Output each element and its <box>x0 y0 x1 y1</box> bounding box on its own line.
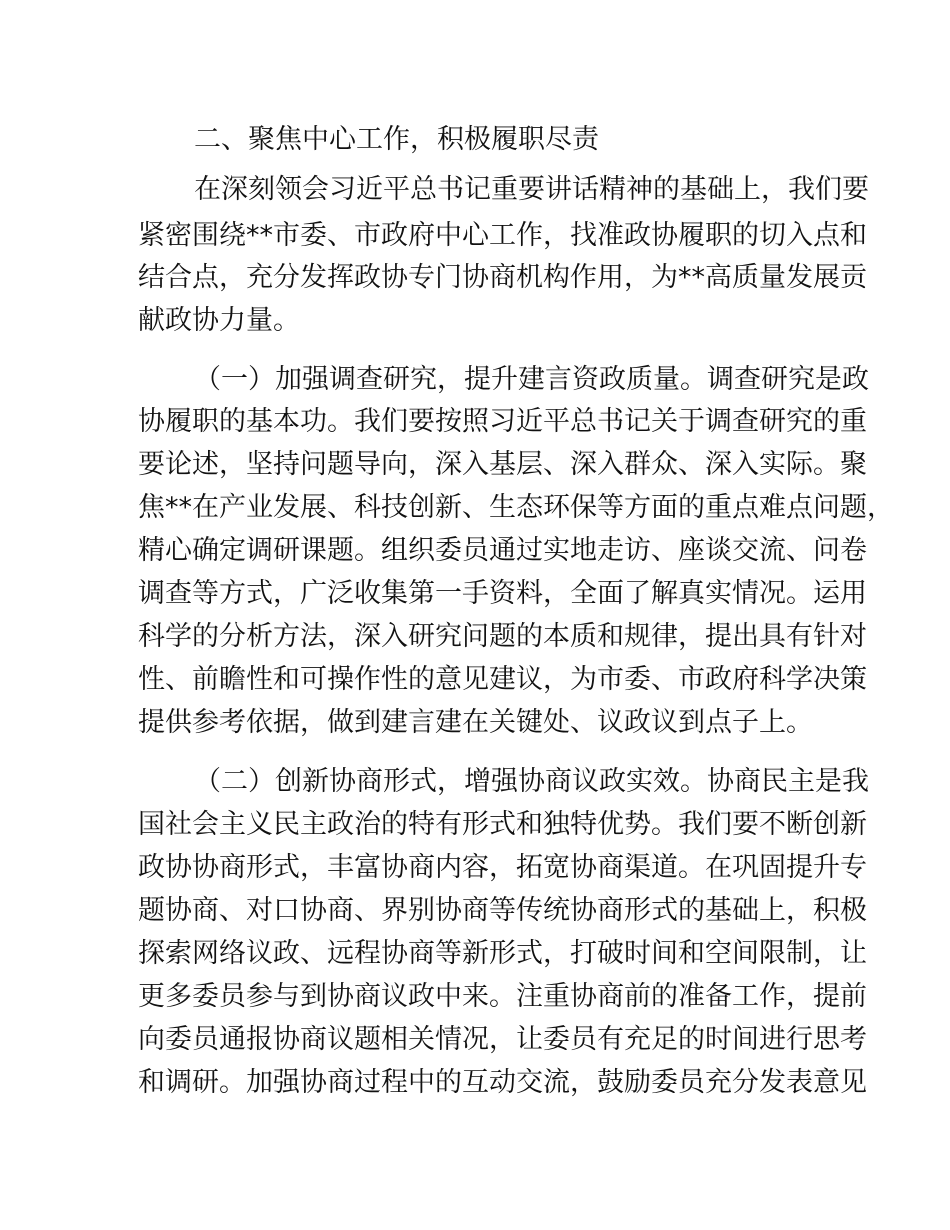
text-line: 献政协力量。 <box>138 305 300 336</box>
text-line: 结合点，充分发挥政协专门协商机构作用，为**高质量发展贡 <box>138 262 867 293</box>
text-line: 更多委员参与到协商议政中来。注重协商前的准备工作，提前 <box>138 981 867 1012</box>
text-line: 探索网络议政、远程协商等新形式，打破时间和空间限制，让 <box>138 938 867 969</box>
text-line: 和调研。加强协商过程中的互动交流，鼓励委员充分发表意见 <box>138 1067 867 1098</box>
text-line: 精心确定调研课题。组织委员通过实地走访、座谈交流、问卷 <box>138 535 867 566</box>
text-line: 提供参考依据，做到建言建在关键处、议政议到点子上。 <box>138 707 813 738</box>
text-line: 紧密围绕**市委、市政府中心工作，找准政协履职的切入点和 <box>138 220 867 251</box>
text-line: （二）创新协商形式，增强协商议政实效。协商民主是我 <box>194 766 869 797</box>
text-line: （一）加强调查研究，提升建言资政质量。调查研究是政 <box>194 364 869 395</box>
text-line: 调查等方式，广泛收集第一手资料，全面了解真实情况。运用 <box>138 578 867 609</box>
text-line: 要论述，坚持问题导向，深入基层、深入群众、深入实际。聚 <box>138 449 867 480</box>
text-line: 焦**在产业发展、科技创新、生态环保等方面的重点难点问题， <box>138 492 894 523</box>
text-line: 协履职的基本功。我们要按照习近平总书记关于调查研究的重 <box>138 406 867 437</box>
text-line: 题协商、对口协商、界别协商等传统协商形式的基础上，积极 <box>138 895 867 926</box>
text-line: 在深刻领会习近平总书记重要讲话精神的基础上，我们要 <box>194 174 869 205</box>
text-line: 国社会主义民主政治的特有形式和独特优势。我们要不断创新 <box>138 809 867 840</box>
text-line: 科学的分析方法，深入研究问题的本质和规律，提出具有针对 <box>138 621 867 652</box>
section-heading: 二、聚焦中心工作，积极履职尽责 <box>194 124 599 155</box>
text-line: 向委员通报协商议题相关情况，让委员有充足的时间进行思考 <box>138 1024 867 1055</box>
text-line: 政协协商形式，丰富协商内容，拓宽协商渠道。在巩固提升专 <box>138 852 867 883</box>
text-line: 性、前瞻性和可操作性的意见建议，为市委、市政府科学决策 <box>138 664 867 695</box>
